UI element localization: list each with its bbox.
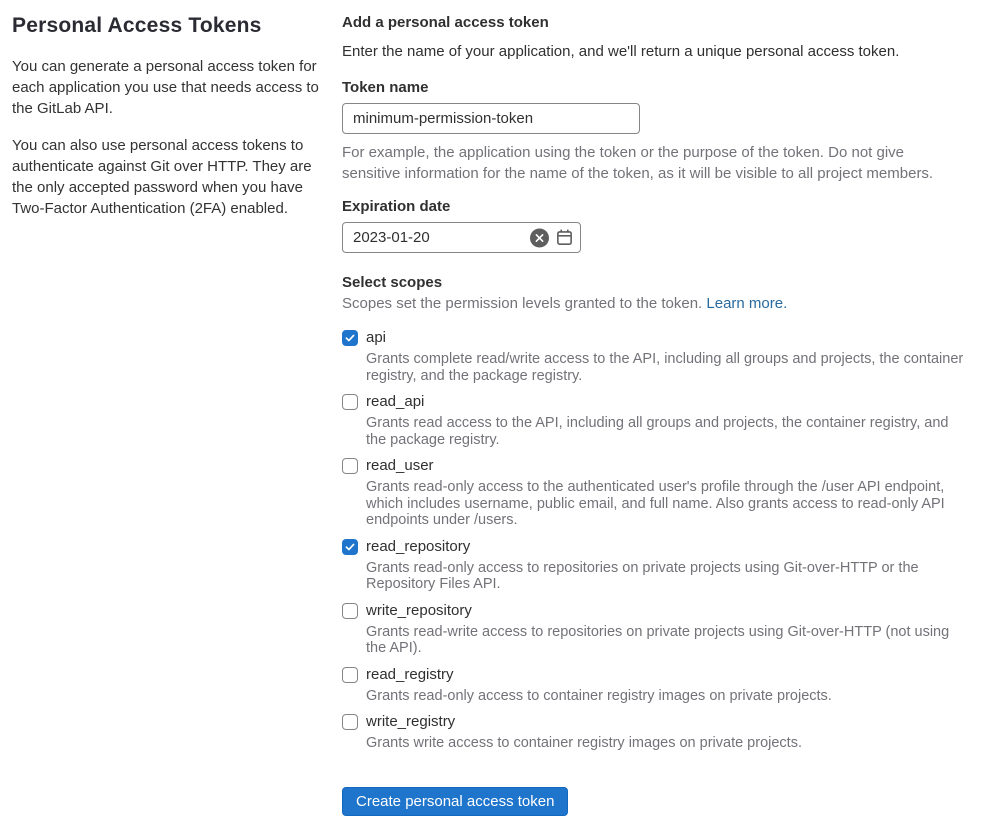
token-name-label: Token name	[342, 79, 429, 96]
scope-checkbox[interactable]	[342, 330, 358, 346]
expiration-date-field	[342, 222, 581, 253]
scope-checkbox[interactable]	[342, 539, 358, 555]
scope-checkbox[interactable]	[342, 714, 358, 730]
scope-text	[366, 328, 966, 384]
token-name-input[interactable]	[342, 103, 640, 134]
scope-label[interactable]: read_api	[366, 393, 425, 410]
scope-description: Grants read-only access to container registry images on private projects.	[366, 687, 832, 704]
page-intro-panel	[12, 12, 320, 816]
scope-row	[342, 665, 966, 705]
intro-paragraph-2: You can also use personal access tokens to authenticate against Git over HTTP. They are the only accepted password when you have Two-Factor Authentication (2FA) enabled.	[12, 137, 312, 217]
form-heading: Add a personal access token	[342, 14, 549, 31]
expiration-date-label: Expiration date	[342, 198, 451, 215]
scope-checkbox[interactable]	[342, 394, 358, 410]
scope-label[interactable]: write_registry	[366, 713, 456, 730]
scope-checkbox[interactable]	[342, 667, 358, 683]
scope-row	[342, 537, 966, 593]
select-scopes-label: Select scopes	[342, 274, 443, 291]
scopes-help	[342, 293, 966, 314]
create-token-button[interactable]: Create personal access token	[342, 787, 568, 816]
check-icon	[344, 541, 356, 553]
scope-row	[342, 456, 966, 529]
scope-label[interactable]: read_registry	[366, 665, 454, 683]
page-title: Personal Access Tokens	[12, 14, 262, 37]
scope-row	[342, 712, 966, 752]
scope-checkbox[interactable]	[342, 458, 358, 474]
scope-description: Grants read-write access to repositories on private projects using Git-over-HTTP (not using the API).	[366, 623, 950, 656]
scope-row	[342, 392, 966, 448]
scope-text	[366, 665, 832, 705]
form-description: Enter the name of your application, and we'll return a unique personal access token.	[342, 43, 900, 60]
scope-row	[342, 328, 966, 384]
clear-date-icon[interactable]	[530, 228, 549, 247]
intro-paragraph-1: You can generate a personal access token for each application you use that needs access to the GitLab API.	[12, 58, 319, 117]
scope-description: Grants read access to the API, including all groups and projects, the container registry, and the package registry.	[366, 415, 949, 448]
token-name-help: For example, the application using the token or the purpose of the token. Do not give sensitive information for the name of the token, as it will be visible to all project members.	[342, 144, 934, 182]
scope-row	[342, 601, 966, 657]
check-icon	[344, 332, 356, 344]
learn-more-link[interactable]: Learn more.	[706, 295, 788, 312]
scope-description: Grants write access to container registry images on private projects.	[366, 735, 802, 751]
calendar-icon[interactable]	[555, 229, 573, 247]
scope-text	[366, 392, 966, 448]
scopes-list	[342, 328, 966, 752]
scope-text	[366, 456, 966, 529]
scope-text	[366, 601, 966, 657]
scope-description: Grants read-only access to the authenticated user's profile through the /user API endpoint, which includes username, public email, and full name. Also grants access to read-only API endpoints under /users.	[366, 479, 945, 528]
scope-text	[366, 537, 966, 593]
scope-label[interactable]: read_repository	[366, 537, 471, 555]
add-token-form	[342, 12, 966, 816]
scope-label[interactable]: read_user	[366, 457, 434, 474]
scope-checkbox[interactable]	[342, 603, 358, 619]
scope-text	[366, 712, 802, 752]
scope-label[interactable]: api	[366, 329, 387, 346]
scope-description: Grants read-only access to repositories on private projects using Git-over-HTTP or the Repository Files API.	[366, 559, 919, 592]
scope-description: Grants complete read/write access to the API, including all groups and projects, the container registry, and the package registry.	[366, 351, 964, 384]
scope-label[interactable]: write_repository	[366, 601, 472, 619]
scopes-help-text: Scopes set the permission levels granted to the token.	[342, 295, 703, 312]
